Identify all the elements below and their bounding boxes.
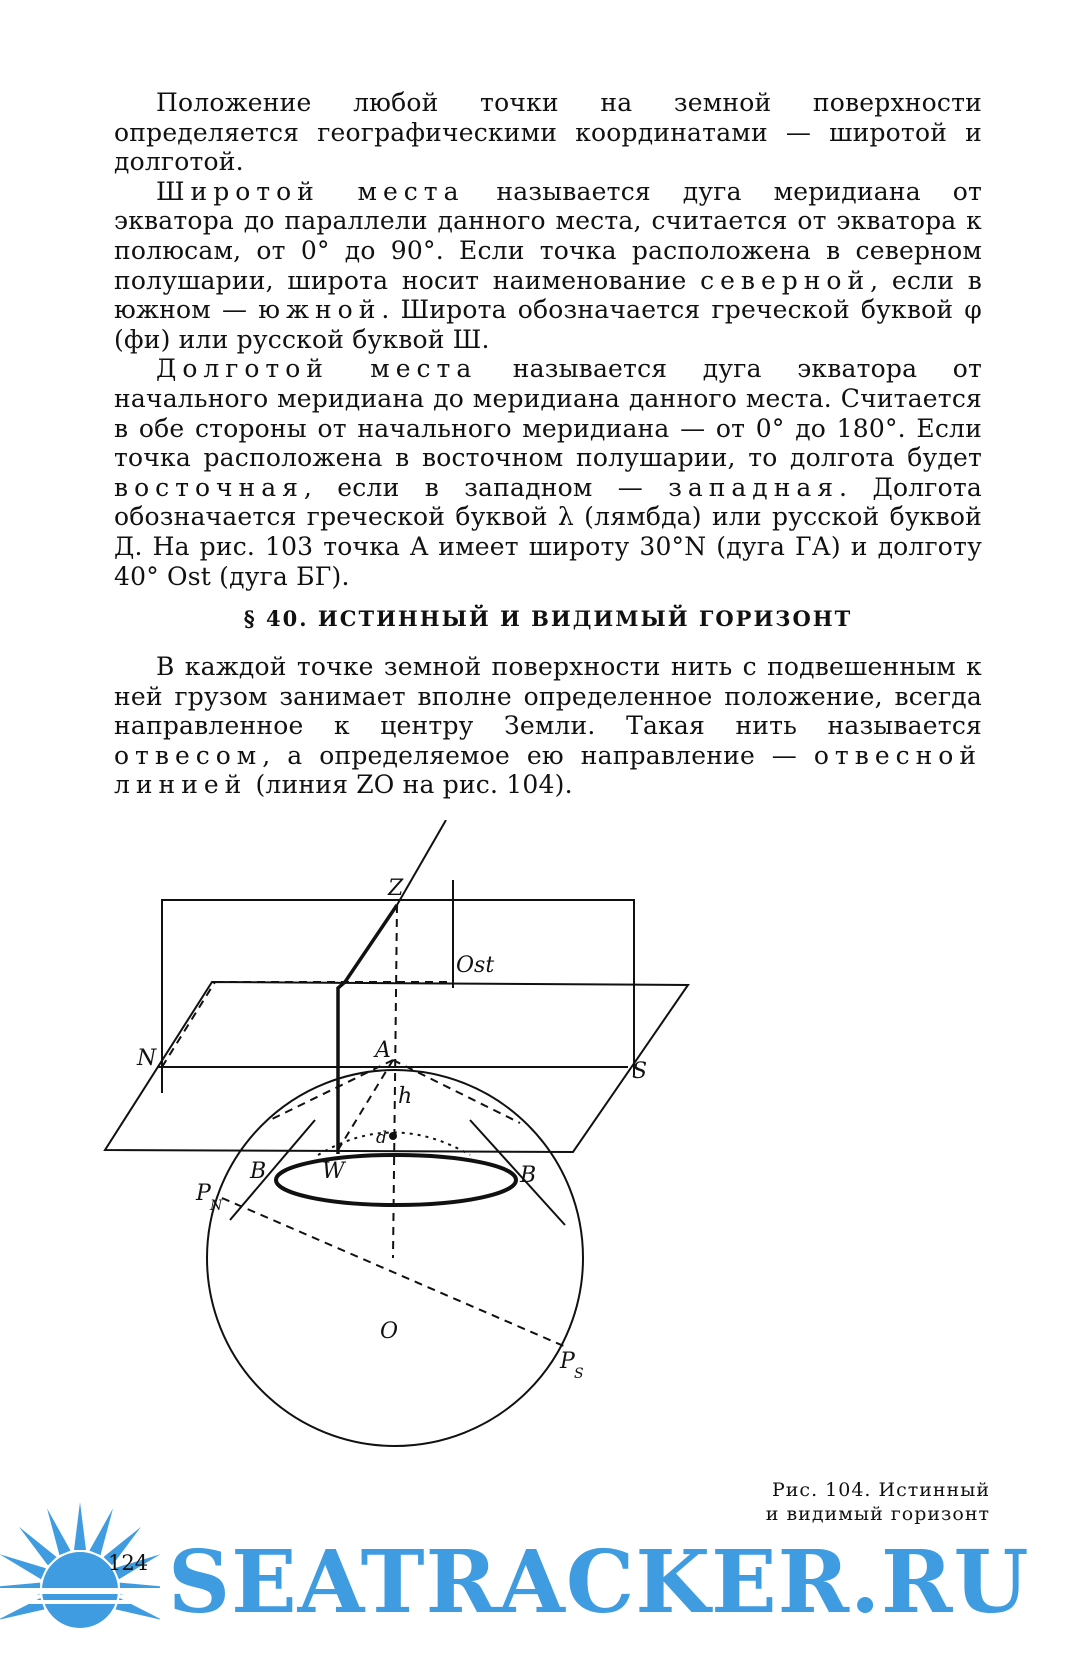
label-b-right: B [520, 1163, 537, 1188]
figure-caption [700, 1478, 990, 1526]
page-number: 124 [108, 1551, 149, 1575]
section-heading: § 40. ИСТИННЫЙ И ВИДИМЫЙ ГОРИЗОНТ [243, 606, 853, 631]
label-a: A [375, 1038, 391, 1063]
point-d [390, 1133, 396, 1139]
label-pn: P [196, 1181, 211, 1206]
term-longitude: Долготой места [156, 354, 478, 384]
label-ost: Ost [456, 953, 495, 978]
line-plumb-thick [338, 905, 397, 1154]
tangent-right [470, 1120, 565, 1225]
label-s: S [632, 1059, 648, 1084]
visible-horizon-circle [276, 1155, 516, 1205]
term-south: южной [258, 295, 382, 325]
vertical-plane [162, 900, 634, 1093]
term-west: западная [668, 472, 840, 502]
label-pn-sub: N [210, 1198, 223, 1214]
term-east: восточная [114, 472, 304, 502]
term-latitude: Широтой места [156, 176, 465, 206]
term-plumb-line: отвесной линией [114, 740, 982, 800]
label-d: d [376, 1128, 387, 1148]
label-b-left: B [250, 1159, 267, 1184]
label-h: h [398, 1084, 413, 1109]
paragraph-position: Положение любой точки на земной поверхности определяется географическими координатами — широтой и долготой. [114, 88, 982, 177]
term-plumb: отвесом [114, 740, 263, 770]
label-n: N [137, 1046, 157, 1071]
caption-line-1: Рис. 104. Истинный [771, 1479, 990, 1501]
tangent-left [230, 1120, 315, 1220]
label-o: O [380, 1319, 399, 1344]
line-z-upper [397, 820, 446, 905]
dashed-plane-back-left [162, 982, 215, 1067]
label-ps: P [560, 1349, 575, 1374]
label-z: Z [388, 876, 404, 901]
label-w: W [322, 1159, 345, 1184]
horizon-diagram [0, 820, 1080, 1480]
paragraph-latitude: Широтой места называется дуга меридиана от экватора до параллели данного места, считается от экватора к полюсам, от 0° до 90°. Если точка расположена в северном полушарии, широта носит наименование северной, если в южном — южной. Широта обозначается греческой буквой φ (фи) или русской буквой Ш. [114, 176, 982, 354]
paragraph-longitude: Долготой места называется дуга экватора от начального меридиана до меридиана данного места. Считается в обе стороны от начального меридиана — от 0° до 180°. Если точка расположена в восточном полушарии, то долгота будет восточная, если в западном — западная. Долгота обозначается греческой буквой λ (лямбда) или русской буквой Д. На рис. 103 точка A имеет широту 30°N (дуга ГА) и долготу 40° Ost (дуга БГ). [114, 354, 982, 591]
watermark-text: SEATRACKER.RU [168, 1532, 1030, 1633]
earth-sphere [207, 1070, 583, 1446]
caption-line-2: и видимый горизонт [765, 1503, 990, 1525]
paragraph-plumb-line: В каждой точке земной поверхности нить с подвешенным к ней грузом занимает вполне определенное положение, всегда направленное к центру Земли. Такая нить называется отвесом, а определяемое ею направление — отвесной линией (линия ZO на рис. 104). [114, 652, 982, 800]
text-section-coordinates [114, 88, 982, 591]
label-ps-sub: S [574, 1366, 584, 1382]
term-north: северной [700, 265, 871, 295]
text-section-horizon [114, 652, 982, 800]
